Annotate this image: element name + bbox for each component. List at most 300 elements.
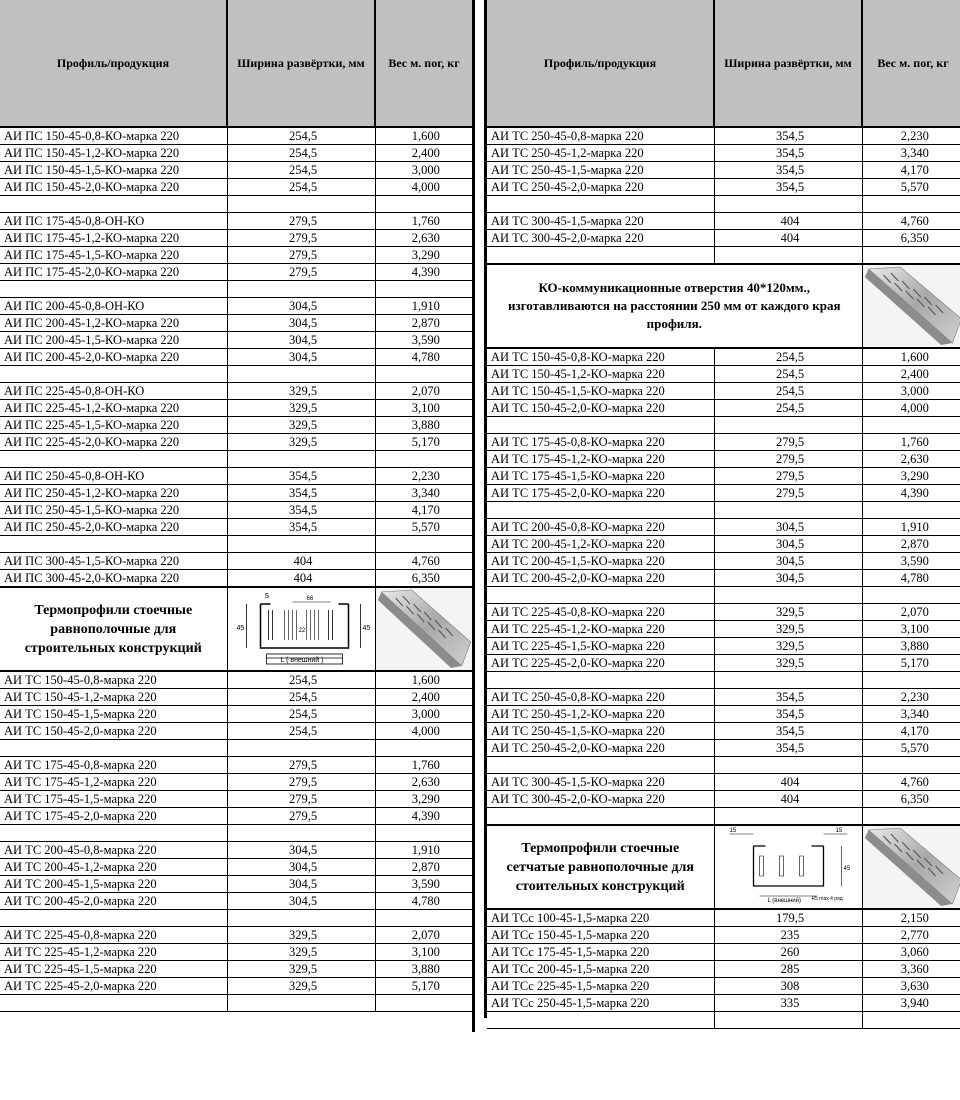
unfold-width: 254,5 xyxy=(227,671,375,689)
spacer-cell xyxy=(0,740,227,757)
unfold-width: 329,5 xyxy=(227,417,375,434)
weight-per-meter: 3,360 xyxy=(862,961,960,978)
table-row xyxy=(0,927,472,944)
drawing-label-b: 15 xyxy=(835,828,842,834)
unfold-width: 404 xyxy=(714,774,862,791)
profile-name: АИ ПС 150-45-2,0-КО-марка 220 xyxy=(0,179,227,196)
profile-name: АИ ТС 200-45-0,8-марка 220 xyxy=(0,842,227,859)
spacer-row xyxy=(487,1012,960,1029)
unfold-width: 304,5 xyxy=(227,876,375,893)
unfold-width: 279,5 xyxy=(227,247,375,264)
figure-cell xyxy=(862,825,960,909)
unfold-width: 304,5 xyxy=(714,553,862,570)
unfold-width: 304,5 xyxy=(714,519,862,536)
profile-name: АИ ТС 225-45-1,5-КО-марка 220 xyxy=(487,638,714,655)
right-price-column xyxy=(484,0,960,1018)
table-row xyxy=(0,876,472,893)
weight-per-meter: 3,000 xyxy=(862,383,960,400)
weight-per-meter: 5,570 xyxy=(862,179,960,196)
profile-name: АИ ПС 250-45-1,2-КО-марка 220 xyxy=(0,485,227,502)
unfold-width: 279,5 xyxy=(714,468,862,485)
profile-name: АИ ТС 225-45-0,8-марка 220 xyxy=(0,927,227,944)
table-row xyxy=(0,961,472,978)
table-row xyxy=(487,145,960,162)
weight-per-meter: 4,780 xyxy=(375,893,472,910)
profile-name: АИ ТС 250-45-0,8-марка 220 xyxy=(487,127,714,145)
spacer-row xyxy=(487,417,960,434)
table-row xyxy=(0,519,472,536)
spacer-cell xyxy=(862,247,960,265)
spacer-cell xyxy=(487,1012,714,1029)
weight-per-meter: 2,230 xyxy=(862,127,960,145)
unfold-width: 285 xyxy=(714,961,862,978)
left-table xyxy=(0,0,472,1012)
table-header-row xyxy=(487,0,960,127)
profile-name: АИ ПС 150-45-1,5-КО-марка 220 xyxy=(0,162,227,179)
weight-per-meter: 4,170 xyxy=(375,502,472,519)
weight-per-meter: 4,000 xyxy=(862,400,960,417)
drawing-label-l: L ( внешний ) xyxy=(280,657,323,664)
unfold-width: 254,5 xyxy=(227,127,375,145)
weight-per-meter: 2,400 xyxy=(375,145,472,162)
weight-per-meter: 3,340 xyxy=(862,706,960,723)
unfold-width: 354,5 xyxy=(714,127,862,145)
profile-name: АИ ТС 300-45-1,5-КО-марка 220 xyxy=(487,774,714,791)
drawing-label-h: 45 xyxy=(843,866,850,872)
mesh-profile-drawing-icon xyxy=(715,826,862,908)
table-row xyxy=(487,127,960,145)
table-row xyxy=(0,723,472,740)
table-row xyxy=(487,774,960,791)
weight-per-meter: 3,630 xyxy=(862,978,960,995)
unfold-width: 404 xyxy=(714,791,862,808)
weight-per-meter: 2,400 xyxy=(862,366,960,383)
profile-photo-icon xyxy=(376,588,473,670)
spacer-cell xyxy=(375,451,472,468)
weight-per-meter: 2,070 xyxy=(862,604,960,621)
spacer-cell xyxy=(375,995,472,1012)
weight-per-meter: 3,880 xyxy=(862,638,960,655)
unfold-width: 254,5 xyxy=(714,366,862,383)
weight-per-meter: 1,910 xyxy=(862,519,960,536)
weight-per-meter: 3,880 xyxy=(375,961,472,978)
profile-name: АИ ТС 150-45-1,5-марка 220 xyxy=(0,706,227,723)
profile-name: АИ ПС 300-45-2,0-КО-марка 220 xyxy=(0,570,227,588)
profile-name: АИ ТС 250-45-1,5-марка 220 xyxy=(487,162,714,179)
weight-per-meter: 2,230 xyxy=(375,468,472,485)
profile-name: АИ ТС 300-45-2,0-марка 220 xyxy=(487,230,714,247)
profile-name: АИ ПС 250-45-0,8-ОН-КО xyxy=(0,468,227,485)
profile-name: АИ ТСс 150-45-1,5-марка 220 xyxy=(487,927,714,944)
table-row xyxy=(487,553,960,570)
figure-cell xyxy=(375,587,472,671)
table-row xyxy=(487,230,960,247)
weight-per-meter: 2,870 xyxy=(375,859,472,876)
weight-per-meter: 3,000 xyxy=(375,706,472,723)
weight-per-meter: 4,760 xyxy=(862,774,960,791)
table-row xyxy=(0,944,472,961)
weight-per-meter: 3,340 xyxy=(375,485,472,502)
section-title: Термопрофили стоечные сетчатые равнополочные для стоительных конструкций xyxy=(487,825,714,909)
profile-photo-icon xyxy=(863,265,960,347)
unfold-width: 304,5 xyxy=(714,570,862,587)
weight-per-meter: 2,630 xyxy=(862,451,960,468)
profile-name: АИ ТС 300-45-1,5-марка 220 xyxy=(487,213,714,230)
unfold-width: 354,5 xyxy=(227,485,375,502)
spacer-cell xyxy=(862,196,960,213)
table-row xyxy=(487,434,960,451)
table-row xyxy=(487,213,960,230)
spacer-cell xyxy=(227,910,375,927)
drawing-label-w: 66 xyxy=(306,596,313,602)
ko-note: КО-коммуникационные отверстия 40*120мм., изготавливаются на расстоянии 250 мм от каждого края профиля. xyxy=(487,264,862,348)
weight-per-meter: 1,600 xyxy=(862,348,960,366)
unfold-width: 254,5 xyxy=(714,400,862,417)
profile-name: АИ ТС 150-45-2,0-марка 220 xyxy=(0,723,227,740)
weight-per-meter: 3,060 xyxy=(862,944,960,961)
spacer-cell xyxy=(227,825,375,842)
spacer-row xyxy=(487,247,960,265)
spacer-cell xyxy=(714,502,862,519)
table-row xyxy=(487,638,960,655)
table-row xyxy=(487,927,960,944)
spacer-row xyxy=(487,808,960,826)
unfold-width: 404 xyxy=(714,213,862,230)
table-row xyxy=(487,162,960,179)
profile-name: АИ ТС 175-45-1,2-марка 220 xyxy=(0,774,227,791)
weight-per-meter: 3,590 xyxy=(862,553,960,570)
weight-per-meter: 3,290 xyxy=(862,468,960,485)
unfold-width: 308 xyxy=(714,978,862,995)
unfold-width: 304,5 xyxy=(714,536,862,553)
table-row xyxy=(0,213,472,230)
unfold-width: 354,5 xyxy=(227,519,375,536)
spacer-cell xyxy=(714,247,862,265)
profile-name: АИ ПС 200-45-1,5-КО-марка 220 xyxy=(0,332,227,349)
unfold-width: 354,5 xyxy=(714,145,862,162)
unfold-width: 260 xyxy=(714,944,862,961)
table-row xyxy=(487,655,960,672)
table-row xyxy=(487,366,960,383)
weight-per-meter: 6,350 xyxy=(375,570,472,588)
profile-name: АИ ПС 300-45-1,5-КО-марка 220 xyxy=(0,553,227,570)
unfold-width: 254,5 xyxy=(227,162,375,179)
table-row xyxy=(487,706,960,723)
spacer-row xyxy=(487,502,960,519)
unfold-width: 279,5 xyxy=(227,230,375,247)
section-header-row xyxy=(0,587,472,671)
unfold-width: 254,5 xyxy=(714,383,862,400)
table-row xyxy=(0,842,472,859)
table-row xyxy=(0,706,472,723)
profile-name: АИ ПС 175-45-0,8-ОН-КО xyxy=(0,213,227,230)
table-row xyxy=(487,909,960,927)
profile-name: АИ ТС 200-45-2,0-марка 220 xyxy=(0,893,227,910)
unfold-width: 354,5 xyxy=(714,689,862,706)
spacer-row xyxy=(0,281,472,298)
spacer-cell xyxy=(375,536,472,553)
spacer-cell xyxy=(714,757,862,774)
table-row xyxy=(487,604,960,621)
spacer-row xyxy=(0,740,472,757)
profile-name: АИ ПС 200-45-1,2-КО-марка 220 xyxy=(0,315,227,332)
profile-name: АИ ТС 175-45-1,2-КО-марка 220 xyxy=(487,451,714,468)
table-row xyxy=(0,689,472,706)
spacer-cell xyxy=(227,536,375,553)
unfold-width: 279,5 xyxy=(227,808,375,825)
profile-name: АИ ПС 200-45-2,0-КО-марка 220 xyxy=(0,349,227,366)
table-row xyxy=(487,383,960,400)
spacer-cell xyxy=(714,808,862,826)
weight-per-meter: 2,070 xyxy=(375,927,472,944)
spacer-cell xyxy=(487,417,714,434)
spacer-cell xyxy=(0,451,227,468)
weight-per-meter: 1,600 xyxy=(375,127,472,145)
table-row xyxy=(487,689,960,706)
spacer-row xyxy=(487,587,960,604)
weight-per-meter: 3,340 xyxy=(862,145,960,162)
profile-name: АИ ТС 250-45-1,2-марка 220 xyxy=(487,145,714,162)
weight-per-meter: 5,570 xyxy=(375,519,472,536)
unfold-width: 254,5 xyxy=(227,706,375,723)
profile-name: АИ ТС 175-45-1,5-КО-марка 220 xyxy=(487,468,714,485)
weight-per-meter: 3,940 xyxy=(862,995,960,1012)
weight-per-meter: 4,000 xyxy=(375,723,472,740)
table-row xyxy=(0,264,472,281)
table-row xyxy=(487,944,960,961)
spacer-cell xyxy=(862,1012,960,1029)
unfold-width: 354,5 xyxy=(714,740,862,757)
weight-per-meter: 1,760 xyxy=(375,213,472,230)
weight-per-meter: 4,780 xyxy=(375,349,472,366)
spacer-cell xyxy=(862,587,960,604)
profile-name: АИ ТС 175-45-2,0-марка 220 xyxy=(0,808,227,825)
table-row xyxy=(487,995,960,1012)
right-table xyxy=(487,0,960,1029)
table-row xyxy=(0,383,472,400)
weight-per-meter: 4,760 xyxy=(375,553,472,570)
table-row xyxy=(487,621,960,638)
profile-name: АИ ТС 175-45-0,8-КО-марка 220 xyxy=(487,434,714,451)
unfold-width: 279,5 xyxy=(227,213,375,230)
profile-name: АИ ТС 150-45-1,5-КО-марка 220 xyxy=(487,383,714,400)
spacer-cell xyxy=(487,502,714,519)
header-width: Ширина развёртки, мм xyxy=(227,0,375,127)
table-row xyxy=(487,978,960,995)
unfold-width: 404 xyxy=(227,570,375,588)
table-row xyxy=(487,468,960,485)
spacer-row xyxy=(0,536,472,553)
table-row xyxy=(0,502,472,519)
unfold-width: 354,5 xyxy=(714,162,862,179)
spacer-row xyxy=(0,366,472,383)
unfold-width: 329,5 xyxy=(227,383,375,400)
weight-per-meter: 6,350 xyxy=(862,230,960,247)
spacer-cell xyxy=(487,587,714,604)
profile-name: АИ ТС 250-45-2,0-КО-марка 220 xyxy=(487,740,714,757)
table-row xyxy=(0,315,472,332)
header-profile: Профиль/продукция xyxy=(487,0,714,127)
spacer-row xyxy=(0,995,472,1012)
weight-per-meter: 2,150 xyxy=(862,909,960,927)
profile-name: АИ ТС 225-45-2,0-КО-марка 220 xyxy=(487,655,714,672)
weight-per-meter: 3,100 xyxy=(862,621,960,638)
weight-per-meter: 2,400 xyxy=(375,689,472,706)
spacer-cell xyxy=(227,740,375,757)
profile-name: АИ ТСс 100-45-1,5-марка 220 xyxy=(487,909,714,927)
spacer-cell xyxy=(862,757,960,774)
profile-name: АИ ТС 225-45-1,5-марка 220 xyxy=(0,961,227,978)
weight-per-meter: 2,070 xyxy=(375,383,472,400)
profile-name: АИ ПС 250-45-2,0-КО-марка 220 xyxy=(0,519,227,536)
spacer-row xyxy=(0,451,472,468)
profile-name: АИ ТСс 200-45-1,5-марка 220 xyxy=(487,961,714,978)
profile-name: АИ ТС 225-45-1,2-КО-марка 220 xyxy=(487,621,714,638)
unfold-width: 279,5 xyxy=(227,791,375,808)
profile-name: АИ ТС 225-45-1,2-марка 220 xyxy=(0,944,227,961)
spacer-cell xyxy=(862,417,960,434)
profile-name: АИ ТС 175-45-0,8-марка 220 xyxy=(0,757,227,774)
unfold-width: 235 xyxy=(714,927,862,944)
profile-name: АИ ТС 200-45-1,2-марка 220 xyxy=(0,859,227,876)
profile-name: АИ ТС 150-45-1,2-марка 220 xyxy=(0,689,227,706)
spacer-row xyxy=(0,825,472,842)
unfold-width: 304,5 xyxy=(227,349,375,366)
weight-per-meter: 4,390 xyxy=(375,264,472,281)
spacer-cell xyxy=(0,281,227,298)
spacer-cell xyxy=(375,910,472,927)
section-header-row xyxy=(487,825,960,909)
weight-per-meter: 3,880 xyxy=(375,417,472,434)
spacer-row xyxy=(0,910,472,927)
profile-name: АИ ТС 175-45-2,0-КО-марка 220 xyxy=(487,485,714,502)
spacer-cell xyxy=(714,196,862,213)
unfold-width: 329,5 xyxy=(714,621,862,638)
unfold-width: 254,5 xyxy=(227,179,375,196)
weight-per-meter: 3,590 xyxy=(375,876,472,893)
profile-name: АИ ТС 150-45-2,0-КО-марка 220 xyxy=(487,400,714,417)
weight-per-meter: 3,000 xyxy=(375,162,472,179)
header-weight: Вес м. пог, кг xyxy=(862,0,960,127)
table-row xyxy=(0,230,472,247)
spacer-cell xyxy=(0,825,227,842)
unfold-width: 254,5 xyxy=(227,689,375,706)
unfold-width: 304,5 xyxy=(227,842,375,859)
profile-name: АИ ТС 300-45-2,0-КО-марка 220 xyxy=(487,791,714,808)
table-row xyxy=(0,179,472,196)
spacer-cell xyxy=(0,366,227,383)
spacer-cell xyxy=(375,196,472,213)
table-row xyxy=(0,468,472,485)
weight-per-meter: 3,100 xyxy=(375,400,472,417)
profile-name: АИ ТС 225-45-0,8-КО-марка 220 xyxy=(487,604,714,621)
profile-name: АИ ТС 150-45-0,8-КО-марка 220 xyxy=(487,348,714,366)
weight-per-meter: 1,600 xyxy=(375,671,472,689)
unfold-width: 279,5 xyxy=(714,434,862,451)
profile-name: АИ ТС 250-45-0,8-КО-марка 220 xyxy=(487,689,714,706)
unfold-width: 279,5 xyxy=(714,485,862,502)
table-row xyxy=(0,400,472,417)
column-gap xyxy=(475,0,484,1032)
unfold-width: 329,5 xyxy=(227,961,375,978)
unfold-width: 329,5 xyxy=(227,944,375,961)
drawing-label-a: 15 xyxy=(729,828,736,834)
table-row xyxy=(0,791,472,808)
unfold-width: 354,5 xyxy=(227,468,375,485)
table-row xyxy=(487,485,960,502)
profile-name: АИ ТС 250-45-2,0-марка 220 xyxy=(487,179,714,196)
table-row xyxy=(0,145,472,162)
spacer-cell xyxy=(227,196,375,213)
weight-per-meter: 4,390 xyxy=(862,485,960,502)
unfold-width: 304,5 xyxy=(227,315,375,332)
spacer-cell xyxy=(487,672,714,689)
profile-name: АИ ПС 225-45-1,2-КО-марка 220 xyxy=(0,400,227,417)
weight-per-meter: 3,100 xyxy=(375,944,472,961)
weight-per-meter: 5,170 xyxy=(375,978,472,995)
table-row xyxy=(0,298,472,315)
weight-per-meter: 2,870 xyxy=(862,536,960,553)
weight-per-meter: 5,570 xyxy=(862,740,960,757)
weight-per-meter: 1,760 xyxy=(375,757,472,774)
table-row xyxy=(0,162,472,179)
drawing-label-d: 22 xyxy=(298,628,305,634)
section-title: Термопрофили стоечные равнополочные для строительных конструкций xyxy=(0,587,227,671)
table-header-row xyxy=(0,0,472,127)
weight-per-meter: 2,630 xyxy=(375,230,472,247)
profile-name: АИ ТС 175-45-1,5-марка 220 xyxy=(0,791,227,808)
table-row xyxy=(487,400,960,417)
profile-photo-icon xyxy=(863,826,960,908)
unfold-width: 354,5 xyxy=(714,179,862,196)
spacer-cell xyxy=(227,451,375,468)
spacer-cell xyxy=(227,995,375,1012)
drawing-label-h-left: 45 xyxy=(236,625,244,632)
unfold-width: 304,5 xyxy=(227,859,375,876)
table-row xyxy=(0,332,472,349)
spacer-cell xyxy=(0,196,227,213)
table-row xyxy=(0,859,472,876)
spacer-cell xyxy=(0,910,227,927)
profile-name: АИ ТС 200-45-2,0-КО-марка 220 xyxy=(487,570,714,587)
table-row xyxy=(0,893,472,910)
drawing-label-h-right: 45 xyxy=(362,625,370,632)
header-profile: Профиль/продукция xyxy=(0,0,227,127)
profile-name: АИ ПС 225-45-1,5-КО-марка 220 xyxy=(0,417,227,434)
spacer-cell xyxy=(375,740,472,757)
unfold-width: 329,5 xyxy=(714,638,862,655)
profile-name: АИ ПС 225-45-2,0-КО-марка 220 xyxy=(0,434,227,451)
drawing-label-r: R5 max 4 ряд xyxy=(811,896,843,902)
unfold-width: 279,5 xyxy=(227,264,375,281)
weight-per-meter: 4,780 xyxy=(862,570,960,587)
profile-name: АИ ПС 250-45-1,5-КО-марка 220 xyxy=(0,502,227,519)
unfold-width: 279,5 xyxy=(227,774,375,791)
weight-per-meter: 1,910 xyxy=(375,842,472,859)
weight-per-meter: 2,770 xyxy=(862,927,960,944)
profile-name: АИ ТС 150-45-0,8-марка 220 xyxy=(0,671,227,689)
spacer-cell xyxy=(487,196,714,213)
spacer-cell xyxy=(714,587,862,604)
profile-name: АИ ТС 250-45-1,5-КО-марка 220 xyxy=(487,723,714,740)
weight-per-meter: 2,630 xyxy=(375,774,472,791)
profile-name: АИ ТС 200-45-0,8-КО-марка 220 xyxy=(487,519,714,536)
profile-name: АИ ПС 175-45-2,0-КО-марка 220 xyxy=(0,264,227,281)
profile-name: АИ ПС 225-45-0,8-ОН-КО xyxy=(0,383,227,400)
profile-name: АИ ТС 200-45-1,5-КО-марка 220 xyxy=(487,553,714,570)
spacer-cell xyxy=(862,502,960,519)
unfold-width: 279,5 xyxy=(227,757,375,774)
